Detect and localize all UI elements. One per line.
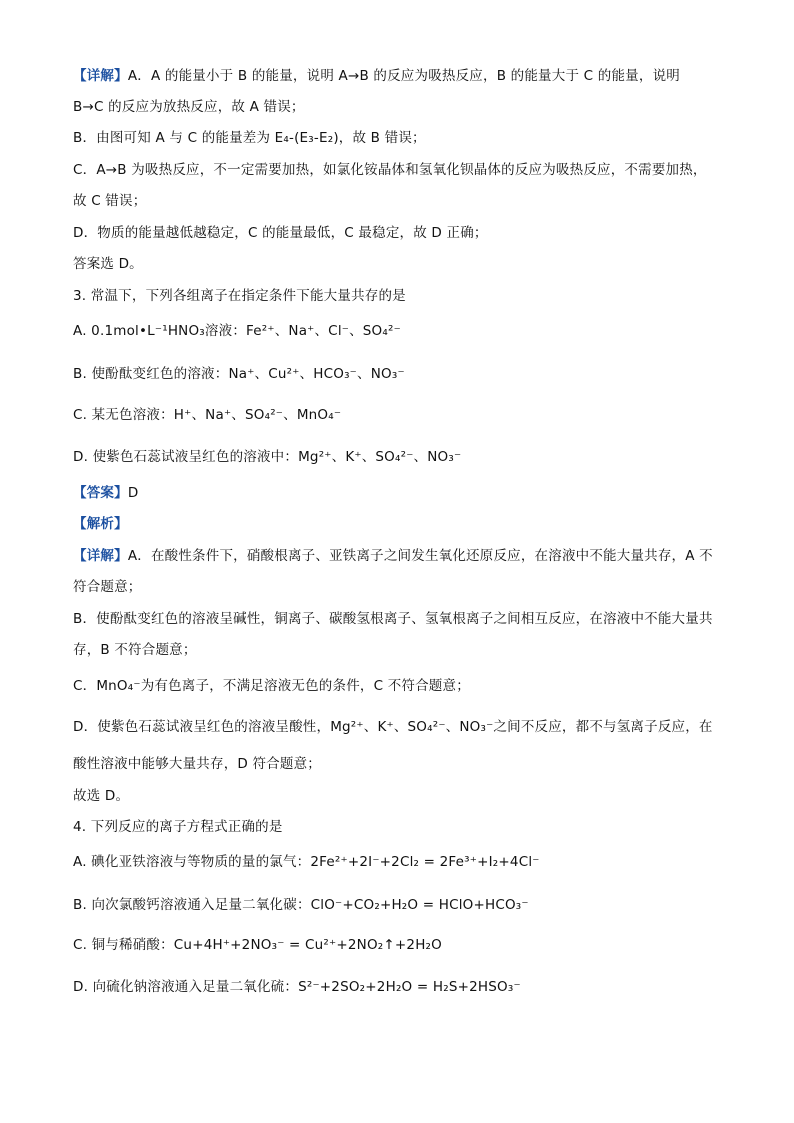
section-tag: 【答案】 <box>73 485 128 501</box>
line-text: B．由图可知 A 与 C 的能量差为 E₄-(E₃-E₂)，故 B 错误； <box>73 130 426 146</box>
text-line <box>73 786 734 806</box>
text-line <box>73 97 734 117</box>
line-text: 答案选 D。 <box>73 256 143 272</box>
line-text: 存，B 不符合题意； <box>73 642 197 658</box>
text-line <box>73 405 734 425</box>
line-text: 故 C 错误； <box>73 193 147 209</box>
line-text: A．在酸性条件下，硝酸根离子、亚铁离子之间发生氧化还原反应，在溶液中不能大量共存，A 不 <box>127 548 713 564</box>
text-line <box>73 128 734 148</box>
text-line <box>73 286 734 306</box>
text-line <box>73 514 734 534</box>
text-line <box>73 223 734 243</box>
line-text: C．A→B 为吸热反应，不一定需要加热，如氯化铵晶体和氢氧化钡晶体的反应为吸热反应，不需要加热， <box>73 162 707 178</box>
line-text: C. 铜与稀硝酸：Cu+4H⁺+2NO₃⁻ = Cu²⁺+2NO₂↑+2H₂O <box>73 937 442 953</box>
text-line <box>73 447 734 467</box>
text-line <box>73 191 734 211</box>
text-line <box>73 852 734 872</box>
line-text: 4. 下列反应的离子方程式正确的是 <box>73 819 283 835</box>
text-line <box>73 609 734 629</box>
line-text: D．物质的能量越低越稳定，C 的能量最低，C 最稳定，故 D 正确； <box>73 225 488 241</box>
line-text: 故选 D。 <box>73 788 130 804</box>
text-line <box>73 717 734 737</box>
line-text: D. 向硫化钠溶液通入足量二氧化硫：S²⁻+2SO₂+2H₂O = H₂S+2HSO₃⁻ <box>73 979 521 995</box>
text-line <box>73 483 734 503</box>
text-line <box>73 546 734 566</box>
line-text: A. 碘化亚铁溶液与等物质的量的氯气：2Fe²⁺+2I⁻+2Cl₂ = 2Fe³⁺+I₂+4Cl⁻ <box>73 854 540 870</box>
text-line <box>73 66 734 86</box>
section-tag: 【详解】 <box>73 68 128 84</box>
text-line <box>73 817 734 837</box>
line-text: C．MnO₄⁻为有色离子，不满足溶液无色的条件，C 不符合题意； <box>73 678 470 694</box>
line-text: B．使酚酞变红色的溶液呈碱性，铜离子、碳酸氢根离子、氢氧根离子之间相互反应，在溶液中不能大量共 <box>73 611 713 627</box>
text-line <box>73 754 734 774</box>
line-text: B→C 的反应为放热反应，故 A 错误； <box>73 99 305 115</box>
line-text: 3. 常温下，下列各组离子在指定条件下能大量共存的是 <box>73 288 406 304</box>
text-line <box>73 895 734 915</box>
section-tag: 【详解】 <box>73 548 128 564</box>
text-line <box>73 640 734 660</box>
line-text: C. 某无色溶液：H⁺、Na⁺、SO₄²⁻、MnO₄⁻ <box>73 407 342 423</box>
line-text: B. 使酚酞变红色的溶液：Na⁺、Cu²⁺、HCO₃⁻、NO₃⁻ <box>73 366 405 382</box>
text-line <box>73 577 734 597</box>
line-text: B. 向次氯酸钙溶液通入足量二氧化碳：ClO⁻+CO₂+H₂O = HClO+HCO₃⁻ <box>73 897 529 913</box>
line-text: D <box>127 485 139 501</box>
line-text: A. 0.1mol•L⁻¹HNO₃溶液：Fe²⁺、Na⁺、Cl⁻、SO₄²⁻ <box>73 323 401 339</box>
text-line <box>73 676 734 696</box>
line-text: D. 使紫色石蕊试液呈红色的溶液中：Mg²⁺、K⁺、SO₄²⁻、NO₃⁻ <box>73 449 462 465</box>
text-line <box>73 935 734 955</box>
text-line <box>73 160 734 180</box>
line-text: 酸性溶液中能够大量共存，D 符合题意； <box>73 756 321 772</box>
text-line <box>73 321 734 341</box>
section-tag: 【解析】 <box>73 516 128 532</box>
line-text: D．使紫色石蕊试液呈红色的溶液呈酸性，Mg²⁺、K⁺、SO₄²⁻、NO₃⁻之间不反应，都不与氢离子反应，在 <box>73 719 713 735</box>
text-line <box>73 364 734 384</box>
line-text: 符合题意； <box>73 579 142 595</box>
text-line <box>73 254 734 274</box>
line-text: A．A 的能量小于 B 的能量，说明 A→B 的反应为吸热反应，B 的能量大于 C 的能量，说明 <box>127 68 680 84</box>
text-line <box>73 977 734 997</box>
